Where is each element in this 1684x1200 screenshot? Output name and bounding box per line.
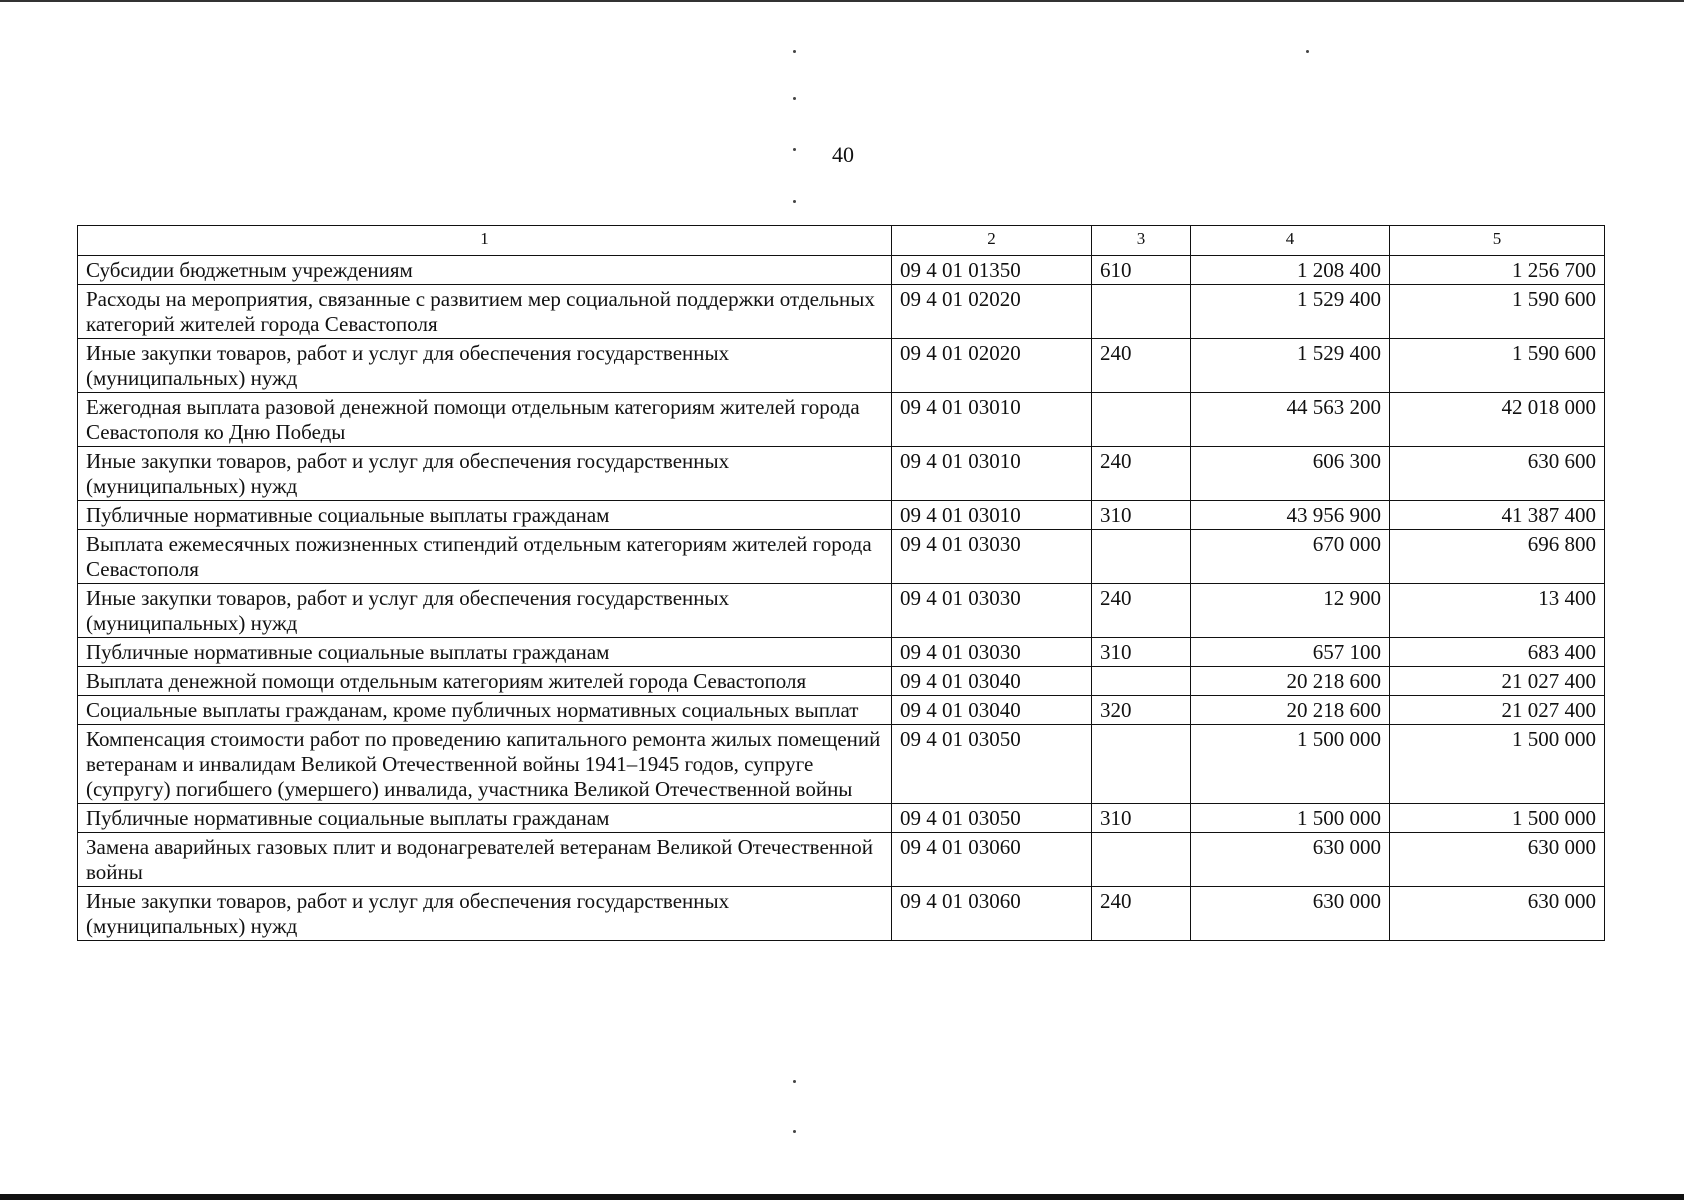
table-row <box>78 285 1605 339</box>
amount-col4: 630 000 <box>1191 833 1390 887</box>
target-article-code: 09 4 01 03030 <box>892 638 1092 667</box>
bottom-scan-edge <box>0 1194 1684 1200</box>
amount-col4: 1 500 000 <box>1191 725 1390 804</box>
amount-col5: 1 500 000 <box>1390 804 1605 833</box>
table-row <box>78 833 1605 887</box>
expense-name: Выплата денежной помощи отдельным категориям жителей города Севастополя <box>78 667 892 696</box>
expense-name: Иные закупки товаров, работ и услуг для обеспечения государственных (муниципальных) нужд <box>78 447 892 501</box>
scan-speck <box>793 97 796 100</box>
expense-type-code <box>1092 725 1191 804</box>
expense-name: Иные закупки товаров, работ и услуг для обеспечения государственных (муниципальных) нужд <box>78 887 892 941</box>
page-number: 40 <box>832 142 854 167</box>
column-header: 2 <box>892 226 1092 256</box>
amount-col5: 630 600 <box>1390 447 1605 501</box>
table-row <box>78 804 1605 833</box>
amount-col5: 696 800 <box>1390 530 1605 584</box>
amount-col5: 41 387 400 <box>1390 501 1605 530</box>
target-article-code: 09 4 01 03040 <box>892 667 1092 696</box>
table-row <box>78 584 1605 638</box>
expense-type-code: 320 <box>1092 696 1191 725</box>
table-row <box>78 447 1605 501</box>
amount-col5: 1 590 600 <box>1390 339 1605 393</box>
amount-col4: 1 208 400 <box>1191 256 1390 285</box>
expense-type-code <box>1092 285 1191 339</box>
table-row <box>78 256 1605 285</box>
expense-name: Расходы на мероприятия, связанные с развитием мер социальной поддержки отдельных категорий жителей города Севастополя <box>78 285 892 339</box>
expense-name: Замена аварийных газовых плит и водонагревателей ветеранам Великой Отечественной войны <box>78 833 892 887</box>
table-row <box>78 501 1605 530</box>
scan-speck <box>793 1080 796 1083</box>
expense-name: Публичные нормативные социальные выплаты гражданам <box>78 804 892 833</box>
expense-type-code: 240 <box>1092 584 1191 638</box>
expense-type-code: 240 <box>1092 339 1191 393</box>
amount-col4: 43 956 900 <box>1191 501 1390 530</box>
column-header: 5 <box>1390 226 1605 256</box>
scan-speck <box>793 200 796 203</box>
amount-col5: 21 027 400 <box>1390 696 1605 725</box>
expense-name: Иные закупки товаров, работ и услуг для обеспечения государственных (муниципальных) нужд <box>78 584 892 638</box>
target-article-code: 09 4 01 03060 <box>892 833 1092 887</box>
target-article-code: 09 4 01 03030 <box>892 530 1092 584</box>
expense-name: Иные закупки товаров, работ и услуг для обеспечения государственных (муниципальных) нужд <box>78 339 892 393</box>
expense-name: Публичные нормативные социальные выплаты гражданам <box>78 501 892 530</box>
target-article-code: 09 4 01 03060 <box>892 887 1092 941</box>
expense-type-code: 310 <box>1092 638 1191 667</box>
expense-type-code: 610 <box>1092 256 1191 285</box>
amount-col5: 630 000 <box>1390 833 1605 887</box>
expense-name: Публичные нормативные социальные выплаты гражданам <box>78 638 892 667</box>
table-row <box>78 339 1605 393</box>
amount-col4: 20 218 600 <box>1191 696 1390 725</box>
expense-type-code: 240 <box>1092 447 1191 501</box>
budget-table <box>77 225 1605 941</box>
amount-col5: 42 018 000 <box>1390 393 1605 447</box>
expense-name: Субсидии бюджетным учреждениям <box>78 256 892 285</box>
amount-col5: 13 400 <box>1390 584 1605 638</box>
scan-speck <box>793 50 796 53</box>
amount-col5: 683 400 <box>1390 638 1605 667</box>
amount-col4: 12 900 <box>1191 584 1390 638</box>
amount-col4: 657 100 <box>1191 638 1390 667</box>
expense-name: Ежегодная выплата разовой денежной помощи отдельным категориям жителей города Севастополя ко Дню Победы <box>78 393 892 447</box>
amount-col4: 1 529 400 <box>1191 285 1390 339</box>
column-header: 3 <box>1092 226 1191 256</box>
amount-col5: 21 027 400 <box>1390 667 1605 696</box>
expense-name: Компенсация стоимости работ по проведению капитального ремонта жилых помещений ветеранам и инвалидам Великой Отечественной войны 1941–1945 годов, супруге (супругу) погибшего (умершего) инвалида, участника Великой Отечественной войны <box>78 725 892 804</box>
scan-speck <box>1306 50 1309 53</box>
table-row <box>78 393 1605 447</box>
table-row <box>78 667 1605 696</box>
amount-col4: 20 218 600 <box>1191 667 1390 696</box>
amount-col4: 630 000 <box>1191 887 1390 941</box>
expense-type-code <box>1092 833 1191 887</box>
table-row <box>78 638 1605 667</box>
amount-col5: 1 590 600 <box>1390 285 1605 339</box>
target-article-code: 09 4 01 03050 <box>892 804 1092 833</box>
table-row <box>78 696 1605 725</box>
expense-type-code: 310 <box>1092 804 1191 833</box>
top-scan-edge <box>0 0 1684 2</box>
amount-col4: 670 000 <box>1191 530 1390 584</box>
table-row <box>78 530 1605 584</box>
expense-name: Социальные выплаты гражданам, кроме публичных нормативных социальных выплат <box>78 696 892 725</box>
expense-type-code <box>1092 393 1191 447</box>
expense-type-code <box>1092 530 1191 584</box>
column-header: 1 <box>78 226 892 256</box>
amount-col4: 606 300 <box>1191 447 1390 501</box>
table-row <box>78 725 1605 804</box>
target-article-code: 09 4 01 02020 <box>892 285 1092 339</box>
scan-speck <box>793 148 796 151</box>
amount-col4: 1 529 400 <box>1191 339 1390 393</box>
amount-col5: 630 000 <box>1390 887 1605 941</box>
target-article-code: 09 4 01 03040 <box>892 696 1092 725</box>
amount-col4: 44 563 200 <box>1191 393 1390 447</box>
expense-type-code: 240 <box>1092 887 1191 941</box>
column-number-row <box>78 226 1605 256</box>
expense-type-code: 310 <box>1092 501 1191 530</box>
table-row <box>78 887 1605 941</box>
column-header: 4 <box>1191 226 1390 256</box>
target-article-code: 09 4 01 03050 <box>892 725 1092 804</box>
target-article-code: 09 4 01 03010 <box>892 447 1092 501</box>
expense-name: Выплата ежемесячных пожизненных стипендий отдельным категориям жителей города Севастополя <box>78 530 892 584</box>
expense-type-code <box>1092 667 1191 696</box>
amount-col5: 1 256 700 <box>1390 256 1605 285</box>
target-article-code: 09 4 01 03010 <box>892 501 1092 530</box>
target-article-code: 09 4 01 03030 <box>892 584 1092 638</box>
target-article-code: 09 4 01 01350 <box>892 256 1092 285</box>
scan-speck <box>793 1130 796 1133</box>
target-article-code: 09 4 01 03010 <box>892 393 1092 447</box>
target-article-code: 09 4 01 02020 <box>892 339 1092 393</box>
amount-col5: 1 500 000 <box>1390 725 1605 804</box>
amount-col4: 1 500 000 <box>1191 804 1390 833</box>
